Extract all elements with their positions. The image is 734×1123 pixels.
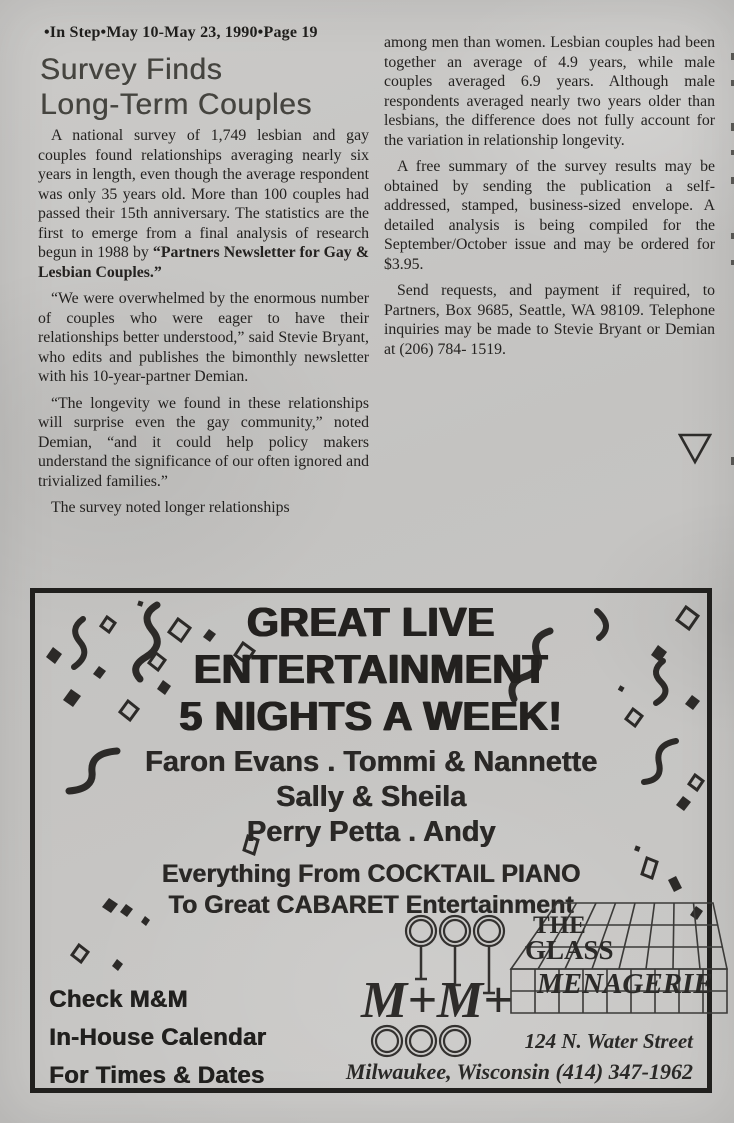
- ad-performers: [35, 745, 707, 850]
- ad-calendar-line: Check M&M: [49, 986, 188, 1013]
- masthead: •In Step•May 10-May 23, 1990•Page 19: [44, 24, 318, 41]
- ad-tagline: [35, 859, 707, 921]
- ad-performer-line: Perry Petta . Andy: [246, 816, 496, 848]
- ad-performer-line: Faron Evans . Tommi & Nannette: [144, 746, 598, 778]
- ad-headline-line: GREAT LIVE: [247, 599, 495, 645]
- article-paragraph: “The longevity we found in these relationships will surprise even the gay community,” noted Demian, “and it could help policy makers understand the significance of our often ignored and trivialized families.”: [38, 394, 369, 490]
- ad-headline: [35, 599, 707, 740]
- venue-address: [346, 1029, 693, 1085]
- article-paragraph: “We were overwhelmed by the enormous number of couples who were eager to have their relationships better understood,” said Stevie Bryant, who edits and publishes the bimonthly newsletter with his 10-year-partner Demian.: [38, 290, 369, 385]
- article-paragraph: [38, 126, 369, 282]
- venue-name-line: GLASS: [525, 935, 614, 965]
- ad-headline-line: ENTERTAINMENT: [193, 646, 549, 692]
- advertisement: [30, 588, 712, 1093]
- ad-performer-line: Sally & Sheila: [275, 781, 467, 813]
- article-paragraph: among men than women. Lesbian couples had been together an average of 4.9 years, while male couples averaged 6.9 years. Although male respondents averaged nearly two years older than lesbians, the difference does not fully account for the variation in relationship longevity.: [384, 34, 715, 149]
- ad-calendar-line: In-House Calendar: [49, 1024, 267, 1051]
- ad-tagline-line: To Great CABARET Entertainment: [168, 891, 574, 919]
- article-paragraph: The survey noted longer relationships: [51, 499, 290, 516]
- article-paragraph: Send requests, and payment if required, to Partners, Box 9685, Seattle, WA 98109. Telephone inquiries may be made to Stevie Bryant or Demian at (206) 784- 1519.: [384, 282, 715, 358]
- ad-calendar-note: [49, 981, 266, 1095]
- paragraph-bold-text: “Partners Newsletter for Gay & Lesbian Couples.”: [38, 244, 369, 281]
- article-column-2: [384, 33, 715, 366]
- ad-calendar-line: For Times & Dates: [49, 1062, 265, 1089]
- article-title: [40, 52, 312, 122]
- article-paragraph: A free summary of the survey results may be obtained by sending the publication a self- addressed, stamped, business-sized envelope. A detailed analysis is being compiled for the September/October issue and may be ordered for $3.95.: [384, 158, 715, 273]
- article-column-1: [38, 126, 369, 525]
- article-title-line1: Survey Finds: [40, 53, 223, 86]
- paragraph-text: A national survey of 1,749 lesbian and gay couples found relationships averaging nearly six years in length, even though the average respondent was only 35 years old. More than 100 couples had passed their 15th anniversary. The statistics are the first to emerge from a final analysis of research begun in 1988 by: [38, 127, 369, 261]
- article-title-line2: Long-Term Couples: [40, 88, 312, 121]
- address-city-phone: Milwaukee, Wisconsin (414) 347-1962: [345, 1059, 693, 1084]
- address-street: 124 N. Water Street: [524, 1029, 693, 1053]
- venue-name-line: MENAGERIE: [537, 968, 713, 1000]
- ad-headline-line: 5 NIGHTS A WEEK!: [179, 693, 563, 739]
- mm-logo-text: M+M+: [361, 972, 513, 1029]
- ad-tagline-line: Everything From COCKTAIL PIANO: [161, 860, 581, 888]
- venue-name-line: THE: [533, 912, 586, 939]
- end-of-article-icon: [678, 433, 712, 465]
